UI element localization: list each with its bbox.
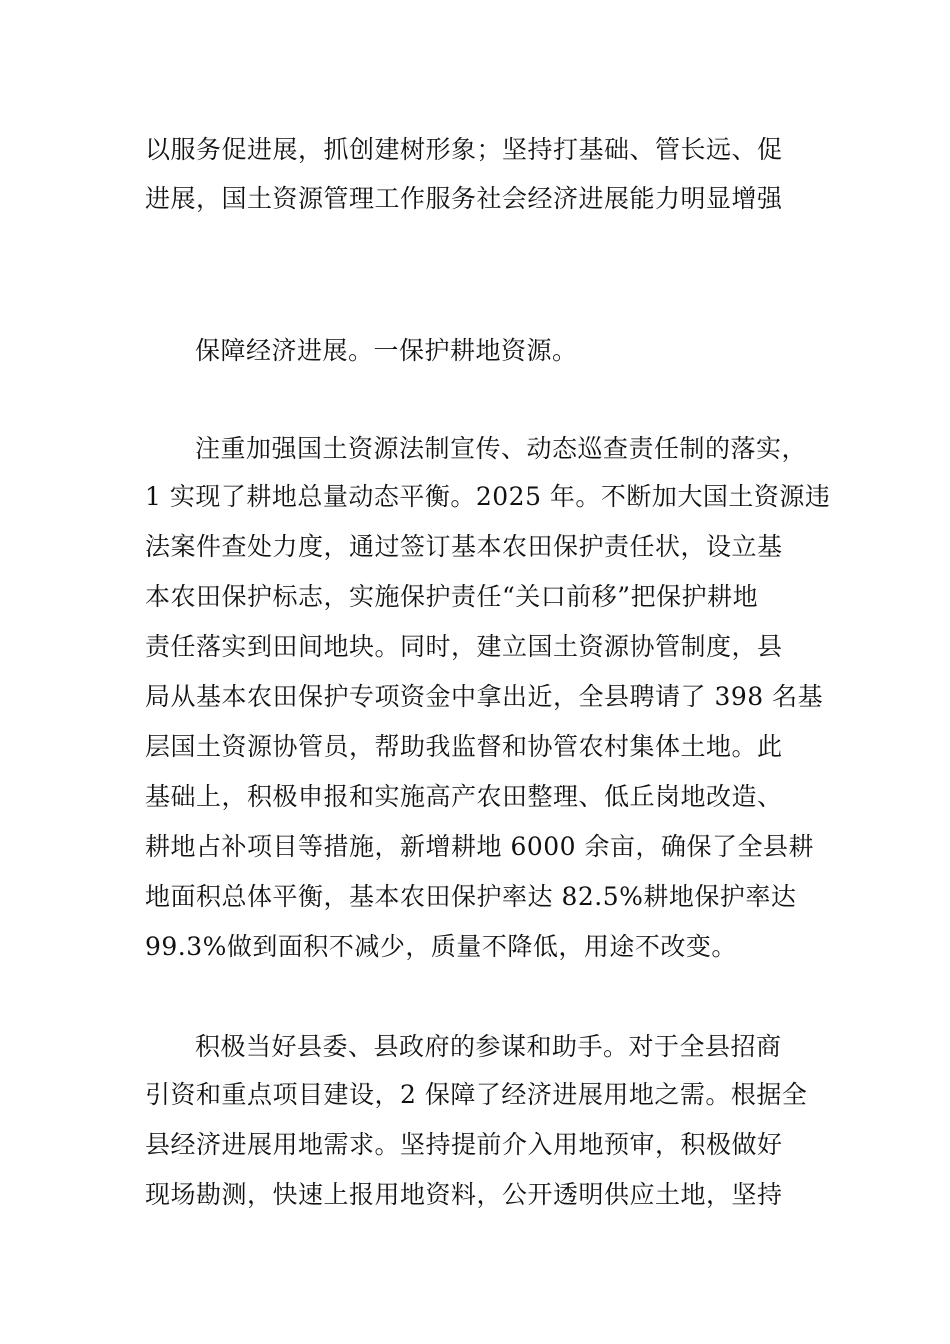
text-line: 以服务促进展，抓创建树形象；坚持打基础、管长远、促	[145, 135, 783, 164]
text-line: 基础上，积极申报和实施高产农田整理、低丘岗地改造、	[145, 782, 783, 811]
text-line: 层国土资源协管员，帮助我监督和协管农村集体土地。此	[145, 732, 783, 761]
text-line: 局从基本农田保护专项资金中拿出近，全县聘请了 398 名基	[145, 682, 824, 711]
text-line: 保障经济进展。一保护耕地资源。	[195, 336, 578, 365]
text-line: 本农田保护标志，实施保护责任“关口前移”把保护耕地	[145, 582, 759, 611]
text-line: 法案件查处力度，通过签订基本农田保护责任状，设立基	[145, 532, 783, 561]
text-line: 积极当好县委、县政府的参谋和助手。对于全县招商	[195, 1032, 782, 1061]
text-line: 县经济进展用地需求。坚持提前介入用地预审，积极做好	[145, 1130, 783, 1159]
text-line: 耕地占补项目等措施，新增耕地 6000 余亩，确保了全县耕	[145, 832, 815, 861]
text-line: 99.3%做到面积不减少，质量不降低，用途不改变。	[145, 932, 737, 961]
text-line: 责任落实到田间地块。同时，建立国土资源协管制度，县	[145, 632, 783, 661]
text-line: 注重加强国土资源法制宣传、动态巡查责任制的落实，	[195, 434, 808, 463]
text-line: 进展，国土资源管理工作服务社会经济进展能力明显增强	[145, 184, 783, 213]
text-line: 1 实现了耕地总量动态平衡。2025 年。不断加大国土资源违	[145, 482, 831, 511]
text-line: 引资和重点项目建设，2 保障了经济进展用地之需。根据全	[145, 1080, 808, 1109]
text-line: 现场勘测，快速上报用地资料，公开透明供应土地，坚持	[145, 1180, 783, 1209]
text-line: 地面积总体平衡，基本农田保护率达 82.5%耕地保护率达	[145, 882, 797, 911]
